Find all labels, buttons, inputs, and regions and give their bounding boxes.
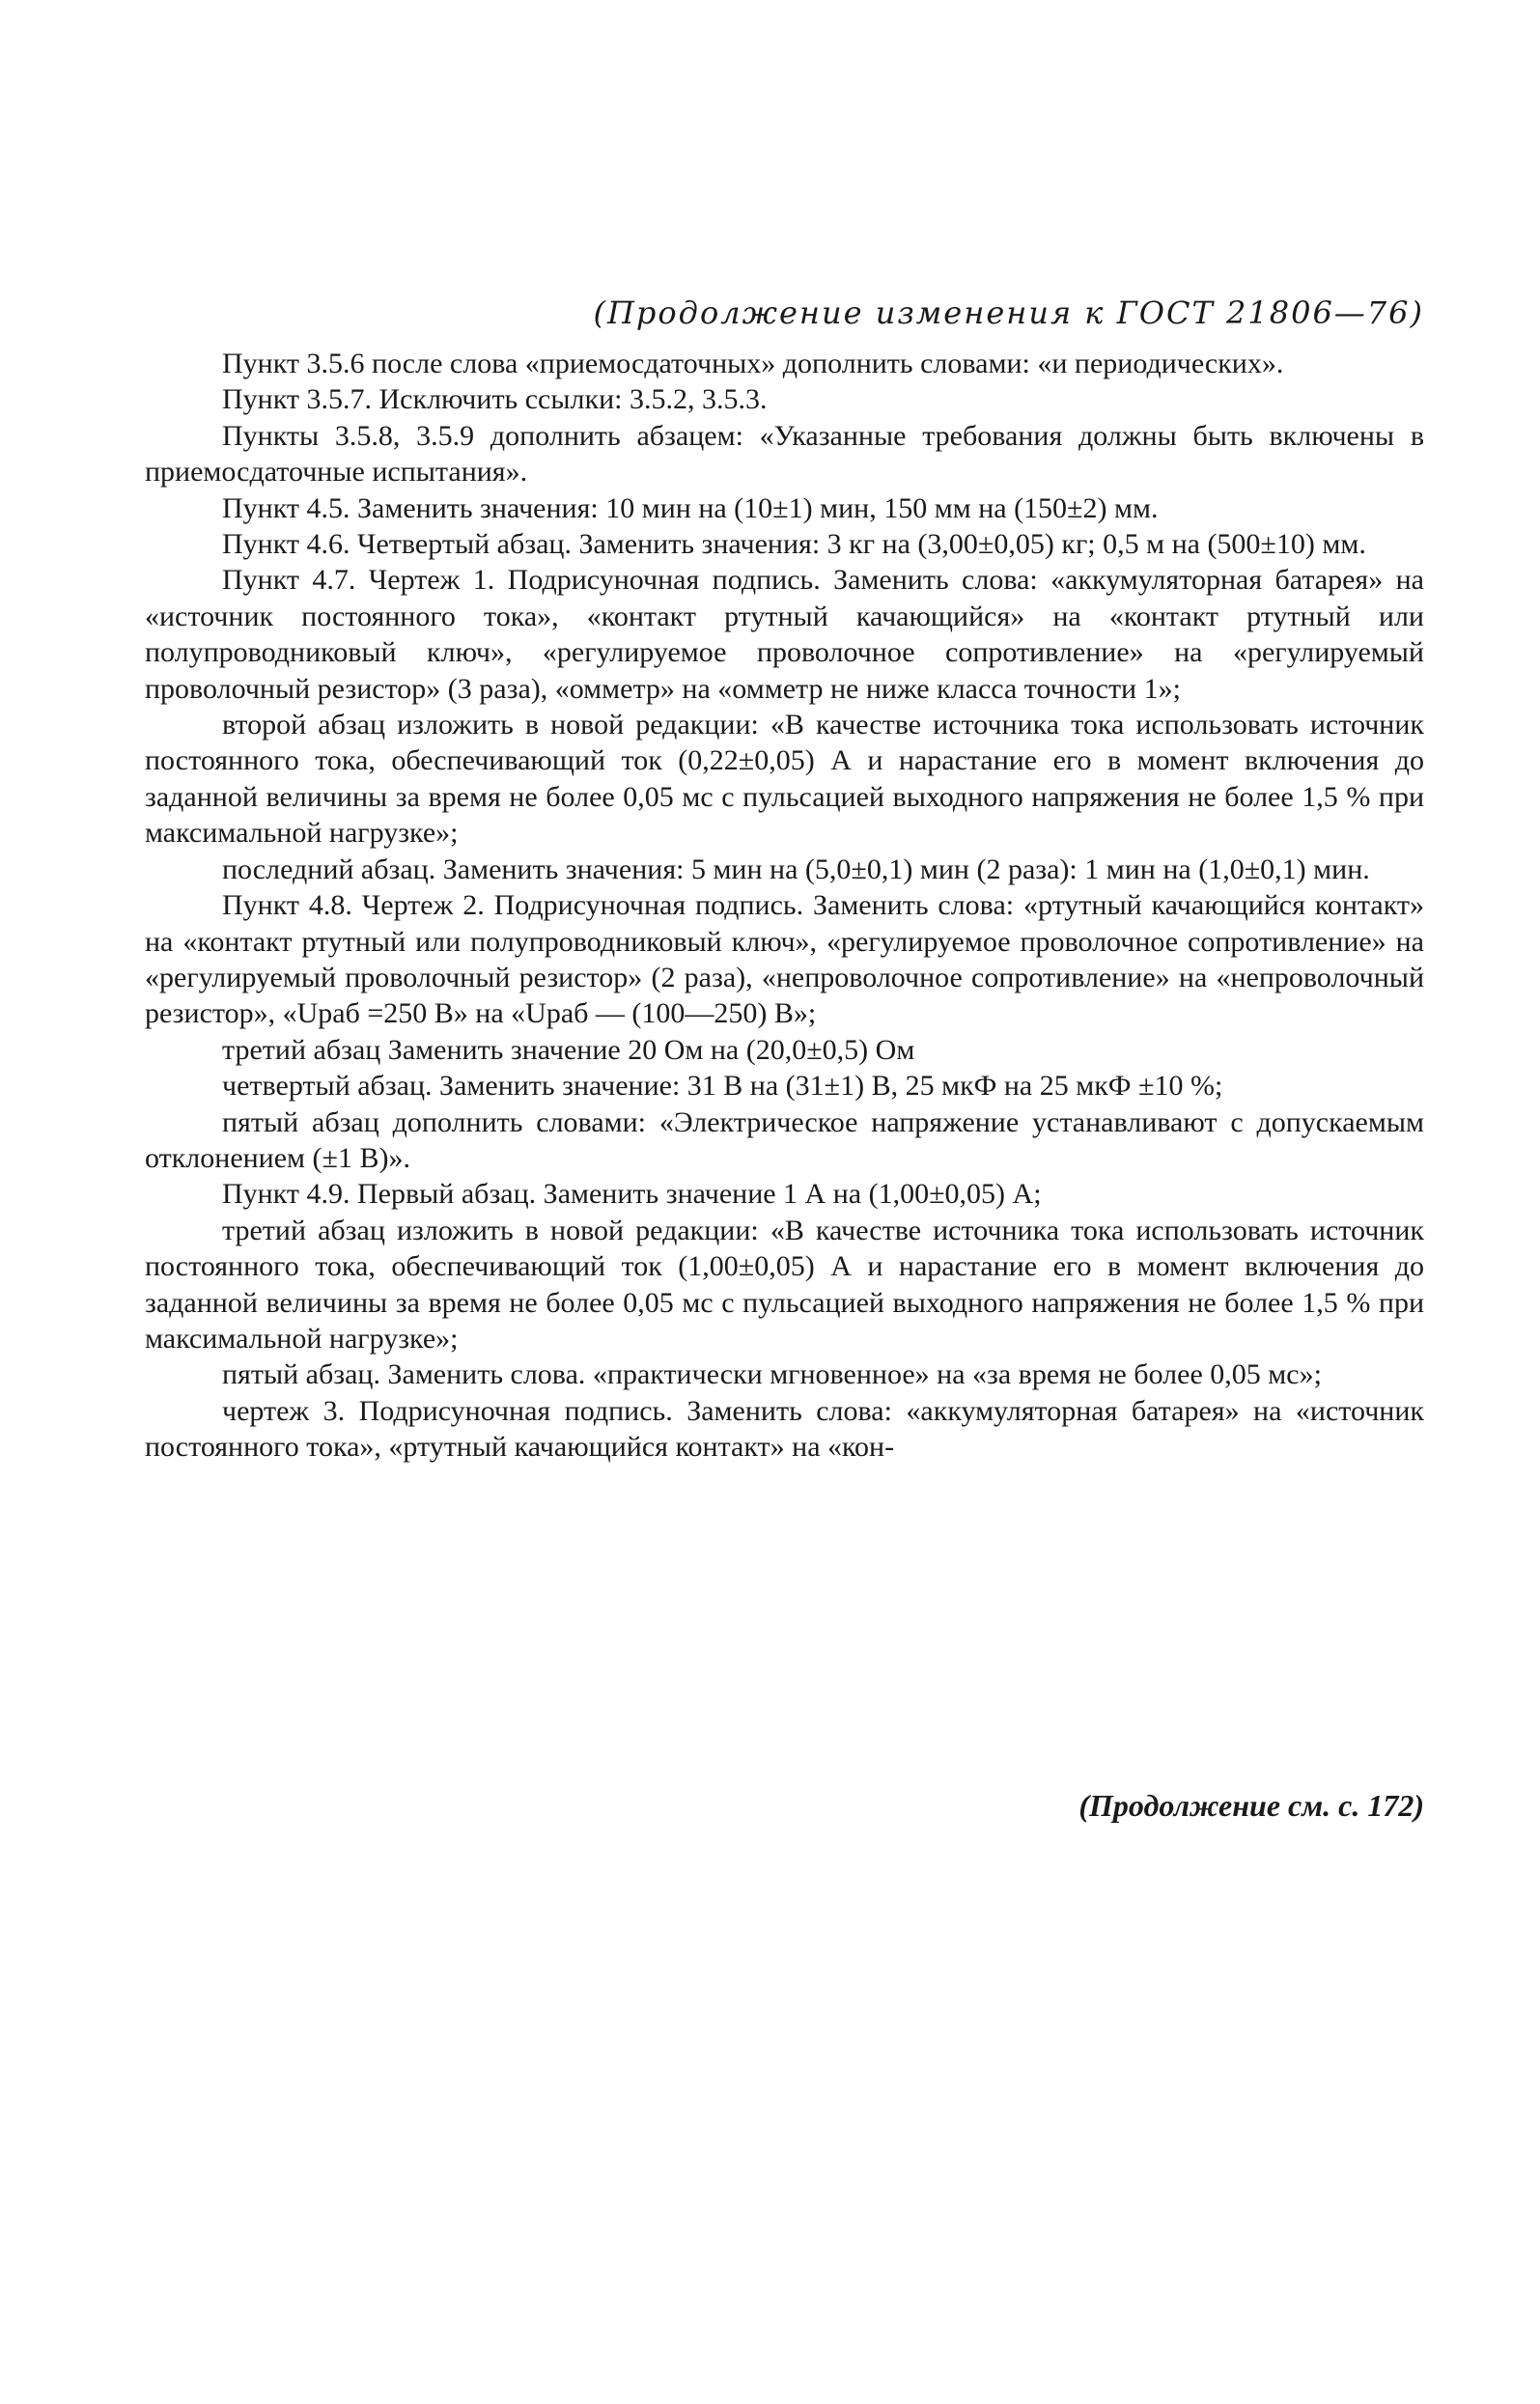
paragraph: Пункт 4.6. Четвертый абзац. Заменить значения: 3 кг на (3,00±0,05) кг; 0,5 м на (500±10) мм. bbox=[222, 528, 1366, 561]
paragraph: Пункт 4.5. Заменить значения: 10 мин на (10±1) мин, 150 мм на (150±2) мм. bbox=[222, 491, 1159, 524]
paragraph: третий абзац Заменить значение 20 Ом на (20,0±0,5) Ом bbox=[222, 1033, 915, 1066]
paragraph: Пункт 3.5.6 после слова «приемосдаточных» дополнить словами: «и периодических». bbox=[222, 348, 1284, 379]
paragraph: последний абзац. Заменить значения: 5 мин на (5,0±0,1) мин (2 раза): 1 мин на (1,0±0,1) мин. bbox=[222, 853, 1370, 885]
paragraph: четвертый абзац. Заменить значение: 31 В на (31±1) В, 25 мкФ на 25 мкФ ±10 %; bbox=[222, 1070, 1223, 1103]
paragraph: Пункт 4.9. Первый абзац. Заменить значение 1 А на (1,00±0,05) А; bbox=[222, 1178, 1042, 1211]
paragraph: Пункты 3.5.8, 3.5.9 дополнить абзацем: «Указанные требования должны быть включены в приемосдаточные испытания». bbox=[145, 419, 1424, 489]
document-body bbox=[145, 346, 1424, 1466]
page-footer: (Продолжение см. с. 172) bbox=[1078, 1788, 1424, 1823]
paragraph: Пункт 4.8. Чертеж 2. Подрисуночная подпись. Заменить слова: «ртутный качающийся контакт» на «контакт ртутный или полупроводниковый ключ», «регулируемое проволочное сопротивление» на «регулируемый проволочный резистор» (2 раза), «непроволочное сопротивление» на «непроволочный резистор», «Uраб =250 В» на «Uраб — (100—250) В»; bbox=[145, 889, 1424, 1030]
paragraph: чертеж 3. Подрисуночная подпись. Заменить слова: «аккумуляторная батарея» на «источник постоянного тока», «ртутный качающийся контакт» на «кон- bbox=[145, 1394, 1424, 1464]
paragraph: пятый абзац. Заменить слова. «практически мгновенное» на «за время не более 0,05 мс»; bbox=[222, 1358, 1322, 1391]
paragraph: третий абзац изложить в новой редакции: «В качестве источника тока использовать источник постоянного тока, обеспечивающий ток (1,00±0,05) А и нарастание его в момент включения до заданной величины за время не более 0,05 мс с пульсацией выходного напряжения не более 1,5 % при максимальной нагрузке»; bbox=[145, 1214, 1424, 1355]
paragraph: Пункт 4.7. Чертеж 1. Подрисуночная подпись. Заменить слова: «аккумуляторная батарея» на «источник постоянного тока», «контакт ртутный качающийся» на «контакт ртутный или полупроводниковый ключ», «регулируемое проволочное сопротивление» на «регулируемый проволочный резистор» (3 раза), «омметр» на «омметр не ниже класса точности 1»; bbox=[145, 564, 1424, 705]
paragraph: второй абзац изложить в новой редакции: «В качестве источника тока использовать источник постоянного тока, обеспечивающий ток (0,22±0,05) А и нарастание его в момент включения до заданной величины за время не более 0,05 мс с пульсацией выходного напряжения не более 1,5 % при максимальной нагрузке»; bbox=[145, 709, 1424, 850]
paragraph: пятый абзац дополнить словами: «Электрическое напряжение устанавливают с допускаемым отклонением (±1 В)». bbox=[145, 1105, 1424, 1174]
page-header: (Продолжение изменения к ГОСТ 21806—76) bbox=[593, 294, 1424, 331]
paragraph: Пункт 3.5.7. Исключить ссылки: 3.5.2, 3.5.3. bbox=[222, 383, 768, 416]
